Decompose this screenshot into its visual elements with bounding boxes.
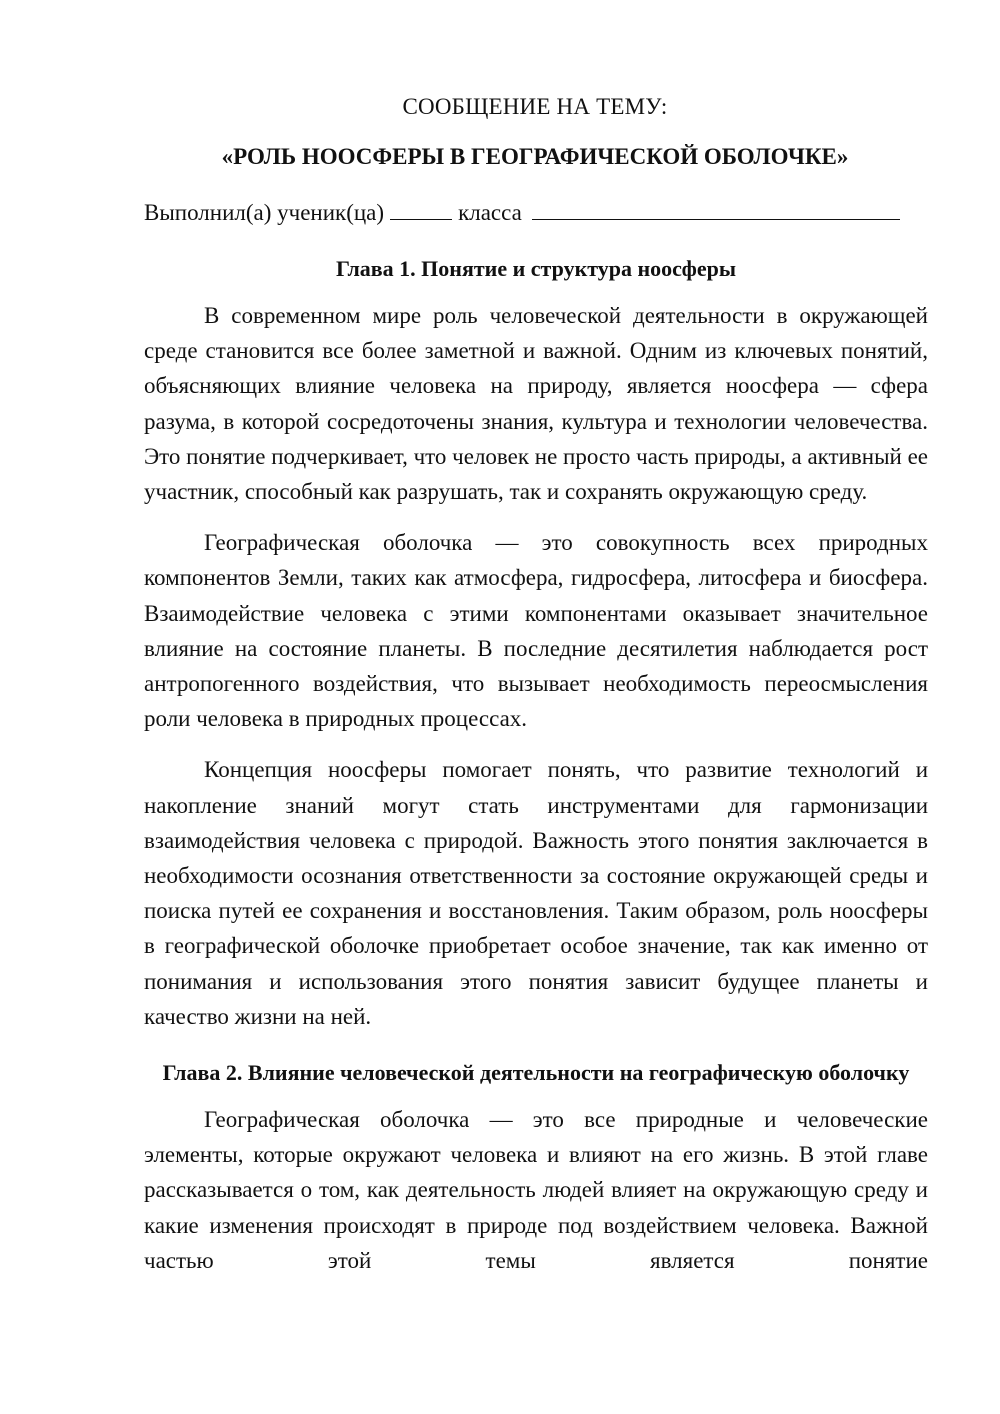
document-title-line1: СООБЩЕНИЕ НА ТЕМУ: (402, 94, 668, 119)
name-blank (532, 199, 900, 220)
chapter-1-paragraph: Концепция ноосферы помогает понять, что развитие технологий и накопление знаний могут стать инструментами для гармонизации взаимодействия человека с природой. Важность этого понятия заключается в необходимости осознания ответственности за состояние окружающей среды и поиска путей ее сохранения и восстановления. Таким образом, роль ноосферы в географической оболочке приобретает особое значение, так как именно от понимания и использования этого понятия зависит будущее планеты и качество жизни на ней. (144, 757, 928, 1029)
chapter-1-paragraph: В современном мире роль человеческой деятельности в окружающей среде становится все более заметной и важной. Одним из ключевых понятий, объясняющих влияние человека на природу, является ноосфера — сфера разума, в которой сосредоточены знания, культура и технологии человечества. Это понятие подчеркивает, что человек не просто часть природы, а активный ее участник, способный как разрушать, так и сохранять окружающую среду. (144, 303, 929, 505)
chapter-2-heading: Глава 2. Влияние человеческой деятельности на географическую оболочку (162, 1060, 910, 1086)
document-body (144, 256, 928, 1278)
author-prefix: Выполнил(а) ученик(ца) (144, 200, 385, 225)
grade-blank (390, 199, 452, 220)
chapter-1-heading: Глава 1. Понятие и структура ноосферы (335, 256, 737, 281)
chapter-2-paragraph: Географическая оболочка — это все природные и человеческие элементы, которые окружают человека и влияют на его жизнь. В этой главе рассказывается о том, как деятельность людей влияет на окружающую среду и какие изменения происходят в природе под воздействием человека. Важной частью этой темы является понятие (144, 1107, 928, 1273)
document-title-topic: «РОЛЬ НООСФЕРЫ В ГЕОГРАФИЧЕСКОЙ ОБОЛОЧКЕ» (221, 144, 849, 169)
author-line (144, 199, 928, 226)
class-label: класса (458, 200, 522, 225)
chapter-1-paragraph: Географическая оболочка — это совокупность всех природных компонентов Земли, таких как атмосфера, гидросфера, литосфера и биосфера. Взаимодействие человека с этими компонентами оказывает значительное влияние на состояние планеты. В последние десятилетия наблюдается рост антропогенного воздействия, что вызывает необходимость переосмысления роли человека в природных процессах. (144, 530, 928, 732)
